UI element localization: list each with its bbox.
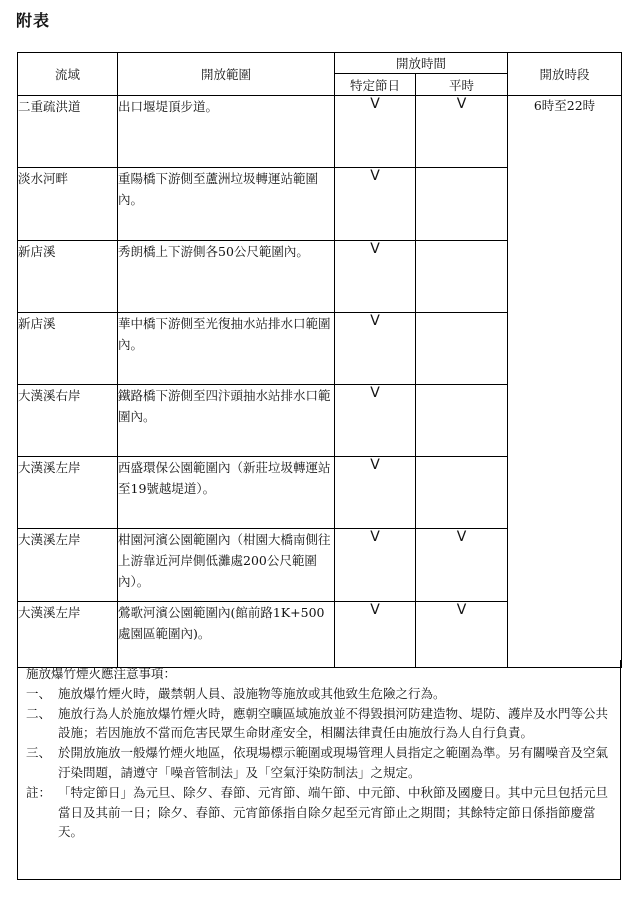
- range-cell: 鶯歌河濱公園範圍內(館前路1K+500處園區範圍內)。: [118, 602, 335, 668]
- basin-cell: 二重疏洪道: [18, 96, 118, 168]
- range-cell: 華中橋下游側至光復抽水站排水口範圍內。: [118, 313, 335, 385]
- basin-cell: 大漢溪右岸: [18, 385, 118, 457]
- range-cell: 鐵路橋下游側至四汴頭抽水站排水口範圍內。: [118, 385, 335, 457]
- normal-day-mark: V: [416, 96, 508, 168]
- note-item: [26, 704, 612, 744]
- header-special-days: 特定節日: [335, 74, 416, 96]
- range-cell: 出口堰堤頂步道。: [118, 96, 335, 168]
- basin-cell: 大漢溪左岸: [18, 602, 118, 668]
- note-number: 三、: [26, 745, 52, 761]
- header-range: 開放範圍: [118, 53, 335, 96]
- header-period: 開放時段: [508, 53, 622, 96]
- basin-cell: 大漢溪左岸: [18, 457, 118, 529]
- range-cell: 重陽橋下游側至蘆洲垃圾轉運站範圍內。: [118, 168, 335, 241]
- note-item: [26, 783, 612, 842]
- page-heading: 附表: [16, 11, 51, 30]
- notes-title: 施放爆竹煙火應注意事項：: [26, 666, 177, 681]
- note-item: [26, 743, 612, 783]
- special-day-mark: V: [335, 457, 416, 529]
- normal-day-mark: [416, 313, 508, 385]
- fireworks-zone-table: [17, 52, 622, 668]
- normal-day-mark: V: [416, 529, 508, 602]
- normal-day-mark: [416, 457, 508, 529]
- normal-day-mark: [416, 385, 508, 457]
- note-number: 註：: [26, 784, 52, 800]
- note-text: 「特定節日」為元旦、除夕、春節、元宵節、端午節、中元節、中秋節及國慶日。其中元旦包括元旦當日及其前一日；除夕、春節、元宵節係指自除夕起至元宵節止之期間；其餘特定節日係指節慶當天。: [58, 784, 609, 840]
- normal-day-mark: [416, 168, 508, 241]
- basin-cell: 新店溪: [18, 313, 118, 385]
- special-day-mark: V: [335, 529, 416, 602]
- basin-cell: 大漢溪左岸: [18, 529, 118, 602]
- special-day-mark: V: [335, 168, 416, 241]
- note-text: 施放爆竹煙火時，嚴禁朝人員、設施物等施放或其他致生危險之行為。: [58, 685, 446, 701]
- basin-cell: 新店溪: [18, 241, 118, 313]
- notes-section: [17, 660, 621, 880]
- note-text: 於開放施放一般爆竹煙火地區，依現場標示範圍或現場管理人員指定之範圍為準。另有關噪音及空氣汙染問題，請遵守「噪音管制法」及「空氣汙染防制法」之規定。: [58, 745, 609, 780]
- open-hours-cell: 6時至22時: [508, 96, 622, 668]
- range-cell: 柑園河濱公園範圍內（柑園大橋南側往上游靠近河岸側低灘處200公尺範圍內）。: [118, 529, 335, 602]
- normal-day-mark: [416, 241, 508, 313]
- note-number: 二、: [26, 705, 52, 721]
- normal-day-mark: V: [416, 602, 508, 668]
- special-day-mark: V: [335, 602, 416, 668]
- note-number: 一、: [26, 685, 52, 701]
- special-day-mark: V: [335, 385, 416, 457]
- header-basin: 流域: [18, 53, 118, 96]
- note-item: [26, 684, 612, 704]
- range-cell: 西盛環保公園範圍內（新莊垃圾轉運站至19號越堤道）。: [118, 457, 335, 529]
- special-day-mark: V: [335, 96, 416, 168]
- header-open-time: 開放時間: [335, 53, 508, 74]
- note-text: 施放行為人於施放爆竹煙火時，應朝空曠區域施放並不得毀損河防建造物、堤防、護岸及水門等公共設施；若因施放不當而危害民眾生命財產安全，相關法律責任由施放行為人自行負責。: [58, 705, 609, 741]
- range-cell: 秀朗橋上下游側各50公尺範圍內。: [118, 241, 335, 313]
- basin-cell: 淡水河畔: [18, 168, 118, 241]
- header-normal-days: 平時: [416, 74, 508, 96]
- special-day-mark: V: [335, 313, 416, 385]
- table-row: [18, 96, 622, 168]
- special-day-mark: V: [335, 241, 416, 313]
